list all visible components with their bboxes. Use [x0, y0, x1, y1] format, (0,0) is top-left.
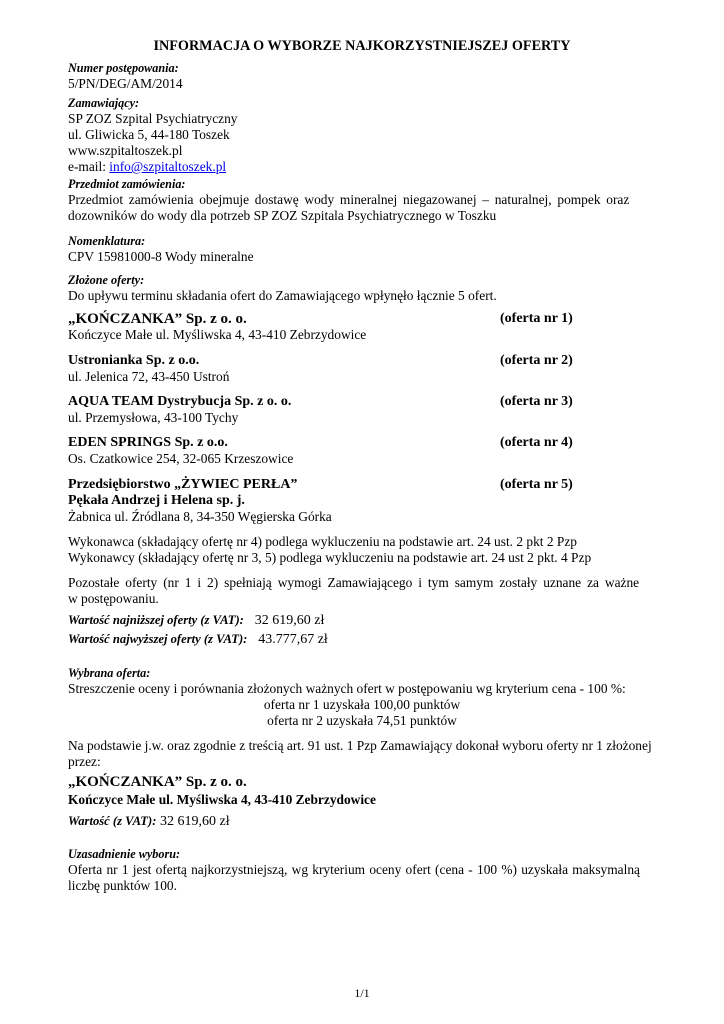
offer-address: Kończyce Małe ul. Myśliwska 4, 43-410 Zebrzydowice — [68, 327, 367, 342]
offer-1 — [68, 311, 656, 343]
score-offer-1: oferta nr 1 uzyskała 100,00 punktów — [263, 697, 461, 712]
nomenclature-section — [68, 234, 656, 265]
exclusion-line-1: Wykonawca (składający ofertę nr 4) podlega wykluczeniu na podstawie art. 24 ust. 2 pkt 2 Pzp — [68, 534, 577, 549]
min-value-line — [68, 611, 656, 630]
offer-name: EDEN SPRINGS Sp. z o.o. — [68, 435, 228, 450]
offer-2 — [68, 353, 656, 385]
case-number-section — [68, 61, 656, 92]
offer-number: (oferta nr 1) — [500, 311, 573, 326]
exclusion-line-2: Wykonawcy (składający ofertę nr 3, 5) podlega wykluczeniu na podstawie art. 24 ust 2 pkt. 4 Pzp — [68, 550, 592, 565]
offer-number: (oferta nr 5) — [500, 477, 573, 492]
min-value-amount: 32 619,60 zł — [254, 613, 325, 628]
offer-name: Ustronianka Sp. z o.o. — [68, 353, 200, 368]
offer-5 — [68, 477, 656, 525]
offer-name-2: Pękała Andrzej i Helena sp. j. — [68, 493, 245, 508]
offer-address: ul. Przemysłowa, 43-100 Tychy — [68, 410, 239, 425]
offer-number: (oferta nr 2) — [500, 353, 573, 368]
decision-section — [68, 738, 656, 770]
contracting-authority-label: Zamawiający: — [68, 96, 140, 110]
offer-address: ul. Jelenica 72, 43-450 Ustroń — [68, 369, 230, 384]
winner-section — [68, 773, 656, 831]
subject-text-line-2: dozowników do wody dla potrzeb SP ZOZ Szpitala Psychiatrycznego w Toszku — [68, 208, 497, 223]
email-prefix: e-mail: — [68, 159, 110, 174]
max-value-amount: 43.777,67 zł — [258, 632, 328, 647]
contracting-authority-section — [68, 96, 656, 175]
justification-line-2: liczbę punktów 100. — [68, 878, 177, 893]
winner-value-label: Wartość (z VAT): — [68, 814, 157, 828]
offer-name: AQUA TEAM Dystrybucja Sp. z o. o. — [68, 394, 292, 409]
submitted-offers-label: Złożone oferty: — [68, 273, 145, 287]
authority-website: www.szpitaltoszek.pl — [68, 143, 183, 158]
max-value-line — [68, 630, 656, 649]
email-link[interactable]: info@szpitaltoszek.pl — [109, 159, 227, 174]
offer-3 — [68, 394, 656, 426]
case-number-label: Numer postępowania: — [68, 61, 179, 75]
offer-number: (oferta nr 4) — [500, 435, 573, 450]
max-value-label: Wartość najwyższej oferty (z VAT): — [68, 632, 248, 646]
submitted-offers-text: Do upływu terminu składania ofert do Zamawiającego wpłynęło łącznie 5 ofert. — [68, 288, 497, 303]
subject-text-line-1: Przedmiot zamówienia obejmuje dostawę wody mineralnej niegazowanej – naturalnej, pompek oraz — [68, 192, 630, 207]
winner-name: „KOŃCZANKA” Sp. z o. o. — [68, 774, 247, 790]
nomenclature-label: Nomenklatura: — [68, 234, 146, 248]
score-offer-2: oferta nr 2 uzyskała 74,51 punktów — [267, 713, 457, 728]
winner-address: Kończyce Małe ul. Myśliwska 4, 43-410 Zebrzydowice — [68, 792, 376, 807]
valid-offers-line-1: Pozostałe oferty (nr 1 i 2) spełniają wymogi Zamawiającego i tym samym zostały uznane za ważne — [68, 575, 640, 590]
selected-offer-label: Wybrana oferta: — [68, 666, 151, 680]
evaluation-summary: Streszczenie oceny i porównania złożonych ważnych ofert w postępowaniu wg kryterium cena - 100 %: — [68, 681, 626, 696]
min-value-label: Wartość najniższej oferty (z VAT): — [68, 613, 244, 627]
authority-name: SP ZOZ Szpital Psychiatryczny — [68, 111, 238, 126]
submitted-offers-section — [68, 273, 656, 304]
authority-email-line — [68, 159, 656, 175]
selected-offer-section — [68, 666, 656, 729]
document-title: INFORMACJA O WYBORZE NAJKORZYSTNIEJSZEJ OFERTY — [153, 38, 571, 54]
offer-values-section — [68, 611, 656, 649]
offer-4 — [68, 435, 656, 467]
justification-label: Uzasadnienie wyboru: — [68, 847, 181, 861]
subject-section — [68, 177, 656, 224]
valid-offers-line-2: w postępowaniu. — [68, 591, 159, 606]
exclusion-section — [68, 534, 656, 566]
offer-name: „KOŃCZANKA” Sp. z o. o. — [68, 311, 247, 327]
winner-value-line — [68, 812, 656, 831]
offer-address: Żabnica ul. Źródlana 8, 34-350 Węgierska Górka — [68, 509, 332, 524]
offer-name: Przedsiębiorstwo „ŻYWIEC PERŁA” — [68, 477, 298, 492]
subject-label: Przedmiot zamówienia: — [68, 177, 186, 191]
decision-line-1: Na podstawie j.w. oraz zgodnie z treścią art. 91 ust. 1 Pzp Zamawiający dokonał wyboru oferty nr 1 złożonej — [68, 738, 652, 753]
page-number: 1/1 — [354, 986, 370, 1000]
decision-line-2: przez: — [68, 754, 101, 769]
nomenclature-value: CPV 15981000-8 Wody mineralne — [68, 249, 254, 264]
authority-address: ul. Gliwicka 5, 44-180 Toszek — [68, 127, 230, 142]
justification-section — [68, 847, 656, 894]
offer-number: (oferta nr 3) — [500, 394, 573, 409]
winner-value-amount: 32 619,60 zł — [160, 814, 230, 829]
offer-address: Os. Czatkowice 254, 32-065 Krzeszowice — [68, 451, 294, 466]
valid-offers-section — [68, 575, 656, 607]
case-number-value: 5/PN/DEG/AM/2014 — [68, 76, 183, 91]
justification-line-1: Oferta nr 1 jest ofertą najkorzystniejszą, wg kryterium oceny ofert (cena - 100 %) uzyskała maksymalną — [68, 862, 640, 877]
